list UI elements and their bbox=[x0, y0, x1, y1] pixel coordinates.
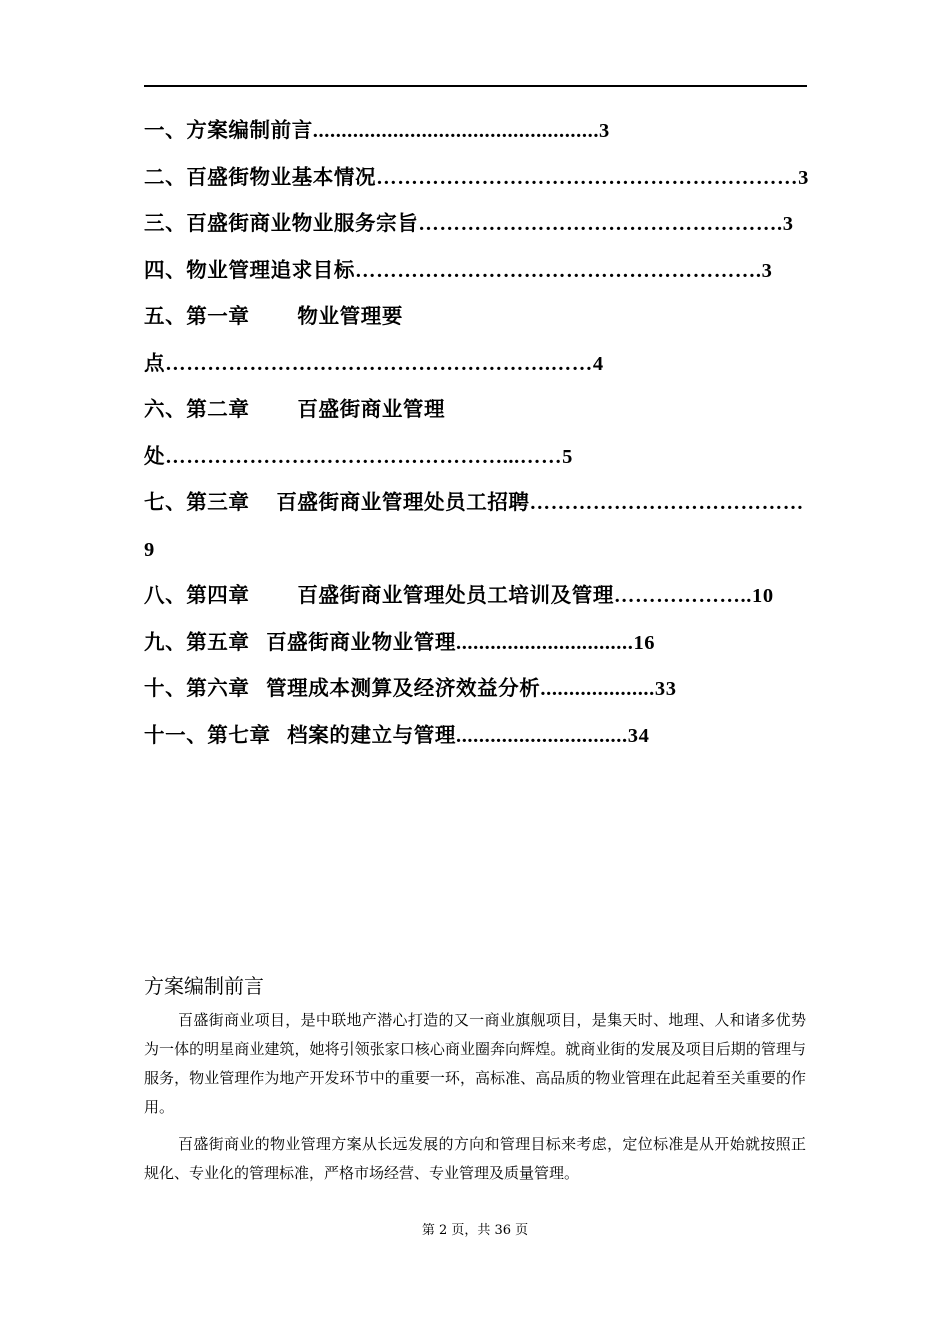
header-rule bbox=[144, 85, 807, 87]
page-footer: 第 2 页，共 36 页 bbox=[421, 1223, 529, 1238]
paragraph: 百盛街商业项目，是中联地产潜心打造的又一商业旗舰项目，是集天时、地理、人和诸多优势为一体的明星商业建筑，她将引领张家口核心商业圈奔向辉煌。就商业街的发展及项目后期的管理与服务，物业管理作为地产开发环节中的重要一环，高标准、高品质的物业管理在此起着至关重要的作用。 bbox=[144, 1011, 806, 1116]
toc-entry-11[interactable]: 十一、第七章 档案的建立与管理..............................34 bbox=[144, 724, 650, 747]
toc-entry-9[interactable]: 九、第五章 百盛街商业物业管理...............................16 bbox=[144, 631, 656, 654]
toc-entry-6[interactable]: 六、第二章 百盛街商业管理处…………………………………………...……5 bbox=[144, 399, 573, 468]
toc-entry-4[interactable]: 四、物业管理追求目标………………………………………………….3 bbox=[144, 259, 773, 282]
section-heading: 方案编制前言 bbox=[144, 974, 264, 998]
table-of-contents bbox=[144, 108, 824, 759]
toc-entry-10[interactable]: 十、第六章 管理成本测算及经济效益分析....................33 bbox=[144, 678, 677, 700]
toc-entry-5[interactable]: 五、第一章 物业管理要点……………………………………………….……4 bbox=[144, 306, 604, 375]
paragraph: 百盛街商业的物业管理方案从长远发展的方向和管理目标来考虑，定位标准是从开始就按照正规化、专业化的管理标准，严格市场经营、专业管理及质量管理。 bbox=[144, 1135, 806, 1182]
section-body bbox=[144, 1006, 806, 1196]
toc-entry-3[interactable]: 三、百盛街商业物业服务宗旨…………………………………………….3 bbox=[144, 213, 794, 235]
toc-entry-8[interactable]: 八、第四章 百盛街商业管理处员工培训及管理………………..10 bbox=[144, 585, 774, 607]
toc-entry-7[interactable]: 七、第三章 百盛街商业管理处员工招聘…………………………………9 bbox=[144, 492, 804, 561]
toc-entry-2[interactable]: 二、百盛街物业基本情况……………………………………………………3 bbox=[144, 166, 809, 189]
toc-entry-1[interactable]: 一、方案编制前言..................................................3 bbox=[144, 120, 610, 142]
